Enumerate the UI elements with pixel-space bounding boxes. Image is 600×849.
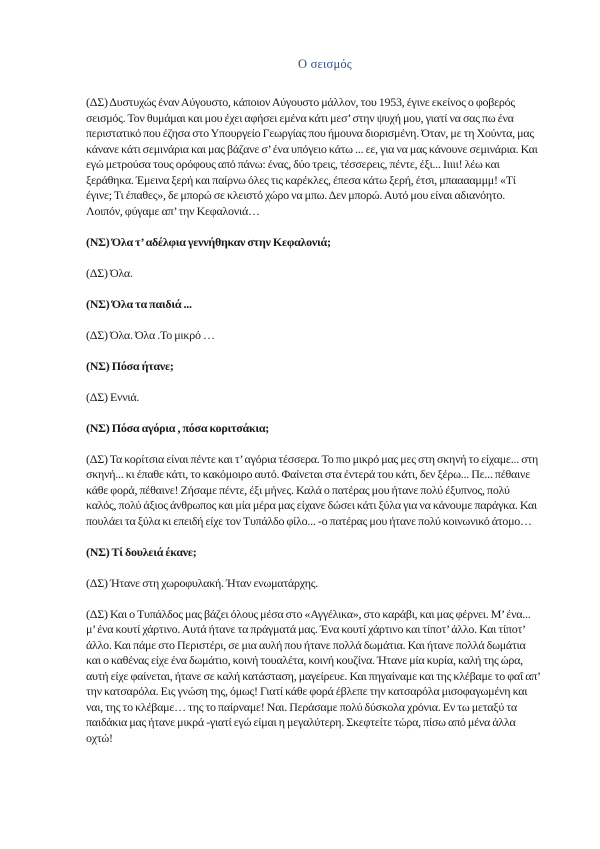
answer-paragraph: (ΔΣ) Τα κορίτσια είναι πέντε και τ’ αγόρια τέσσερα. Το πιο μικρό μας μες στη σκηνή το είχαμε... στη σκηνή... κι έπαθε κάτι, το κακόμοιρο αυτό. Φαίνεται στα έντερά του κάτι, δεν ξέρω... Πε... πέθαινε κάθε φορά, πέθαινε! Ζήσαμε πέντε, έξι μήνες. Καλά ο πατέρας μου ήτανε πολύ έξυπνος, πολύ καλός, πολύ άξιος άνθρωπος και μία μέρα μας είχανε δώσει κάτι ξύλα για να κάνουμε παράγκα. Και πουλάει τα ξύλα κι επειδή είχε τον Τυπάλδο φίλο... -ο πατέρας μου ήτανε πολύ κοινωνικό άτομο… xyxy=(86,451,539,528)
answer-paragraph: (ΔΣ) Και ο Τυπάλδος μας βάζει όλους μέσα στο «Αγγέλικα», στο καράβι, και μας φέρνει. Μ’ ένα... μ’ ένα κουτί χάρτινο. Αυτά ήτανε τα πράγματά μας. Ένα κουτί χάρτινο και τίποτ’ άλλο. Και τίποτ’ άλλο. Και πάμε στο Περιστέρι, σε μια αυλή που ήτανε πολλά δωμάτια. Και ήτανε πολλά δωμάτια και ο καθένας είχε ένα δωμάτιο, κοινή τουαλέτα, κοινή κουζίνα. Ήτανε μία κυρία, καλή της ώρα, αυτή είχε φαίνεται, ήτανε σε καλή κατάσταση, μαγείρευε. Και πηγαίναμε και της κλέβαμε το φαΐ απ’ την κατσαρόλα. Εις γνώση της, όμως! Γιατί κάθε φορά έβλεπε την κατσαρόλα μισοφαγωμένη και ναι, της το κλέβαμε… της το παίρναμε! Ναι. Περάσαμε πολύ δύσκολα χρόνια. Εν τω μεταξύ τα παιδάκια μας ήτανε μικρά -γιατί εγώ είμαι η μεγαλύτερη. Σκεφτείτε τώρα, πίσω από μένα άλλα οχτώ! xyxy=(86,606,540,745)
question-paragraph: (ΝΣ) Πόσα αγόρια , πόσα κοριτσάκια; xyxy=(86,420,270,435)
document-title: Ο σεισμός xyxy=(298,57,352,71)
question-paragraph: (ΝΣ) Όλα τα παιδιά ... xyxy=(86,296,192,311)
answer-paragraph: (ΔΣ) Όλα. Όλα .Το μικρό … xyxy=(86,327,215,342)
answer-paragraph: (ΔΣ) Όλα. xyxy=(86,265,133,280)
answer-paragraph: (ΔΣ) Δυστυχώς έναν Αύγουστο, κάποιον Αύγουστο μάλλον, του 1953, έγινε εκείνος ο φοβερός σεισμός. Τον θυμάμαι και μου έχει αφήσει εμένα κάτι μεσ’ στην ψυχή μου, γιατί να σας πω ένα περιστατικό που έζησα στο Υπουργείο Γεωργίας που ήμουνα διορισμένη. Όταν, με τη Χούντα, μας κάνανε κάτι σεμινάρια και μας βάζανε σ’ ένα υπόγειο κάτω ... εε, για να μας κάνουνε σεμινάρια. Και εγώ μετρούσα τους ορόφους από πάνω: ένας, δύο τρεις, τέσσερεις, πέντε, έξι... Ιιιιι! λέω και ξεράθηκα. Έμεινα ξερή και παίρνω όλες τις καρέκλες, έπεσα κάτω ξερή, έτσι, μπααααμμμ! «Τί έγινε; Τι έπαθες», δε μπορώ σε κλειστό χώρο να μπω. Δεν μπορώ. Αυτό μου είναι αδιανόητο. Λοιπόν, φύγαμε απ’ την Κεφαλονιά… xyxy=(86,95,538,218)
answer-paragraph: (ΔΣ) Εννιά. xyxy=(86,389,140,404)
question-paragraph: (ΝΣ) Όλα τ’ αδέλφια γεννήθηκαν στην Κεφαλονιά; xyxy=(86,234,331,249)
question-paragraph: (ΝΣ) Τί δουλειά έκανε; xyxy=(86,544,197,559)
answer-paragraph: (ΔΣ) Ήτανε στη χωροφυλακή. Ήταν ενωματάρχης. xyxy=(86,575,319,590)
question-paragraph: (ΝΣ) Πόσα ήτανε; xyxy=(86,358,174,373)
